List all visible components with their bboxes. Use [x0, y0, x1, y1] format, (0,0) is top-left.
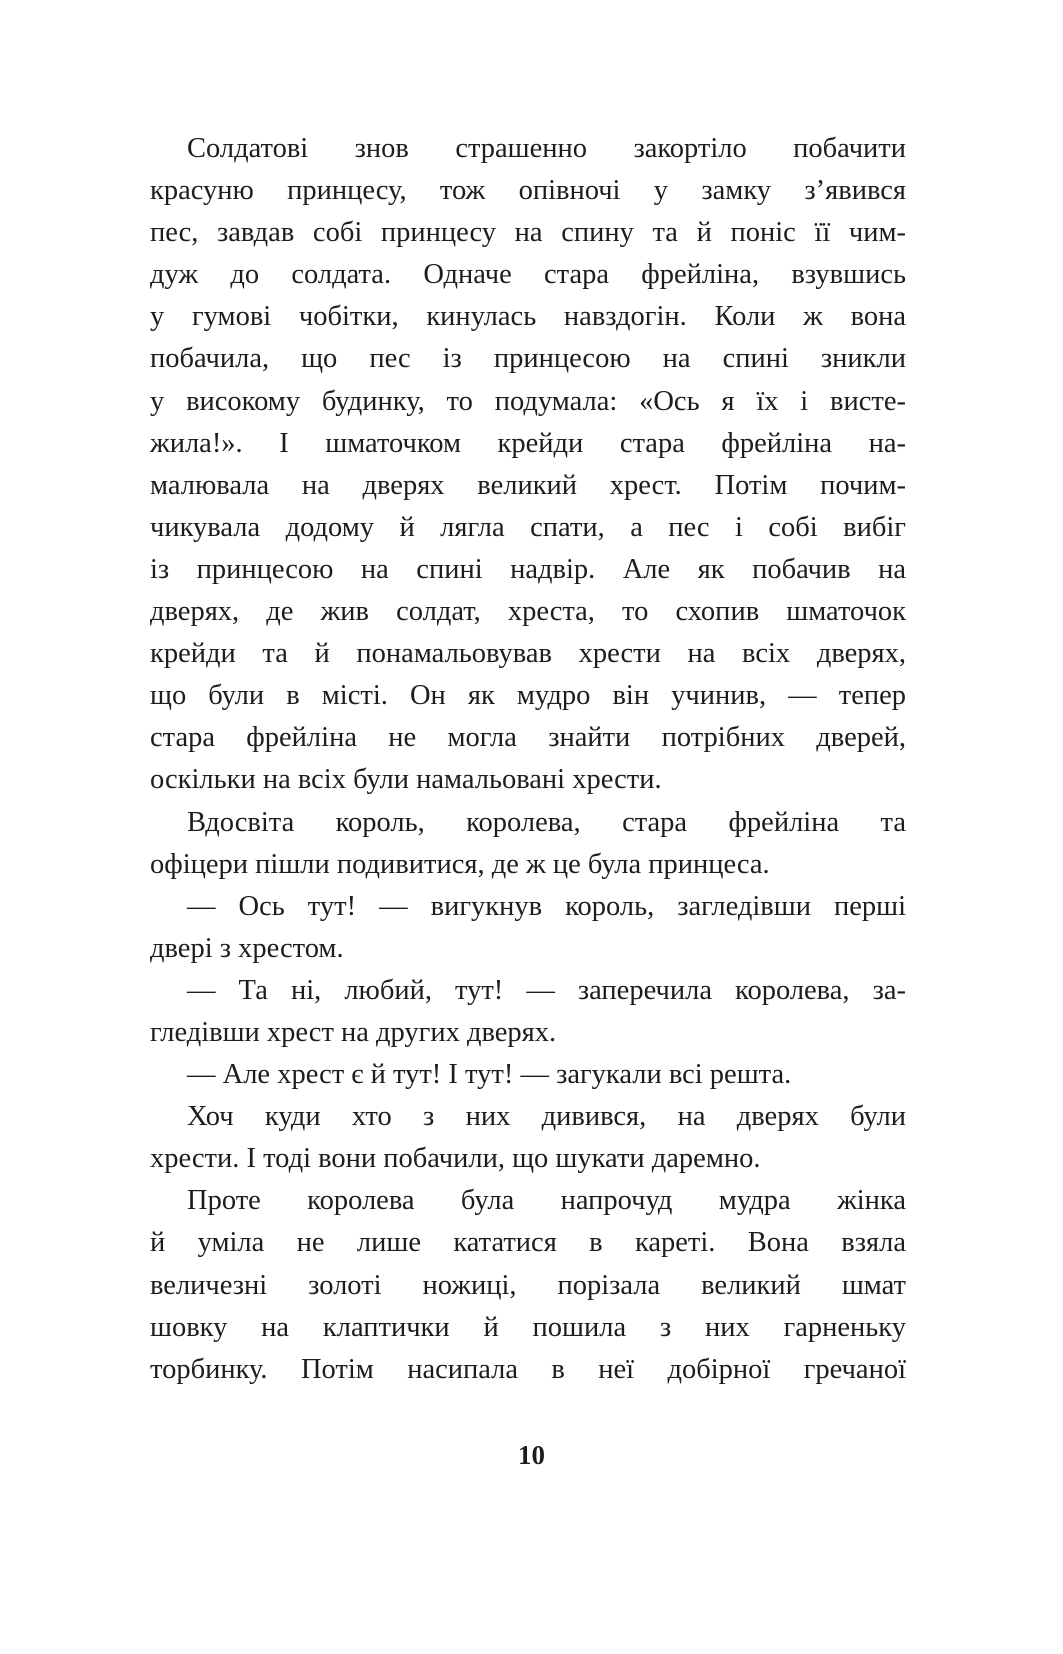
paragraph: [150, 1096, 906, 1180]
text-line: побачила, що пес із принцесою на спині зникли: [150, 343, 906, 375]
text-line: гледівши хрест на других дверях.: [150, 1016, 557, 1048]
text-line: красуню принцесу, тож опівночі у замку з’явився: [150, 175, 906, 207]
text-line: офіцери пішли подивитися, де ж це була принцеса.: [150, 848, 770, 880]
paragraph: [150, 1054, 906, 1096]
text-line: величезні золоті ножиці, порізала великий шмат: [150, 1269, 906, 1301]
text-line: жила!». І шматочком крейди стара фрейліна на-: [150, 427, 906, 459]
text-line: — Але хрест є й тут! І тут! — загукали всі решта.: [187, 1059, 792, 1091]
text-line: пес, завдав собі принцесу на спину та й поніс її чим-: [150, 217, 906, 249]
text-line: у високому будинку, то подумала: «Ось я їх і висте-: [150, 385, 906, 417]
text-line: — Ось тут! — вигукнув король, загледівши перші: [187, 890, 906, 922]
text-line: Хоч куди хто з них дивився, на дверях були: [187, 1101, 906, 1133]
paragraph: [150, 1180, 906, 1390]
text-line: торбинку. Потім насипала в неї добірної гречаної: [150, 1353, 906, 1385]
text-line: шовку на клаптички й пошила з них гарненьку: [150, 1311, 906, 1343]
paragraph: [150, 128, 906, 802]
text-line: й уміла не лише кататися в кареті. Вона взяла: [150, 1227, 906, 1259]
text-line: хрести. І тоді вони побачили, що шукати даремно.: [150, 1143, 761, 1175]
text-line: дуж до солдата. Одначе стара фрейліна, взувшись: [150, 259, 906, 291]
text-line: із принцесою на спині надвір. Але як побачив на: [150, 553, 906, 585]
text-line: Солдатові знов страшенно закортіло побачити: [187, 133, 906, 164]
text-line: дверях, де жив солдат, хреста, то схопив шматочок: [150, 596, 906, 628]
text-line: оскільки на всіх були намальовані хрести.: [150, 764, 662, 796]
paragraph: [150, 886, 906, 970]
text-line: Вдосвіта король, королева, стара фрейліна та: [187, 806, 906, 838]
text-line: що були в місті. Он як мудро він учинив, — тепер: [150, 680, 906, 712]
paragraph: [150, 802, 906, 886]
paragraph: [150, 970, 906, 1054]
text-line: чикувала додому й лягла спати, а пес і собі вибіг: [150, 511, 906, 543]
text-line: — Та ні, любий, тут! — заперечила королева, за-: [187, 974, 906, 1006]
text-line: у гумові чобітки, кинулась навздогін. Коли ж вона: [150, 301, 906, 333]
text-line: стара фрейліна не могла знайти потрібних дверей,: [150, 722, 906, 754]
text-line: крейди та й понамальовував хрести на всіх дверях,: [150, 638, 906, 670]
page-number: 10: [518, 1440, 545, 1470]
text-line: Проте королева була напрочуд мудра жінка: [187, 1185, 906, 1217]
page-body-text: [150, 128, 906, 1391]
text-line: двері з хрестом.: [150, 932, 344, 964]
text-line: малювала на дверях великий хрест. Потім почим-: [150, 469, 906, 501]
